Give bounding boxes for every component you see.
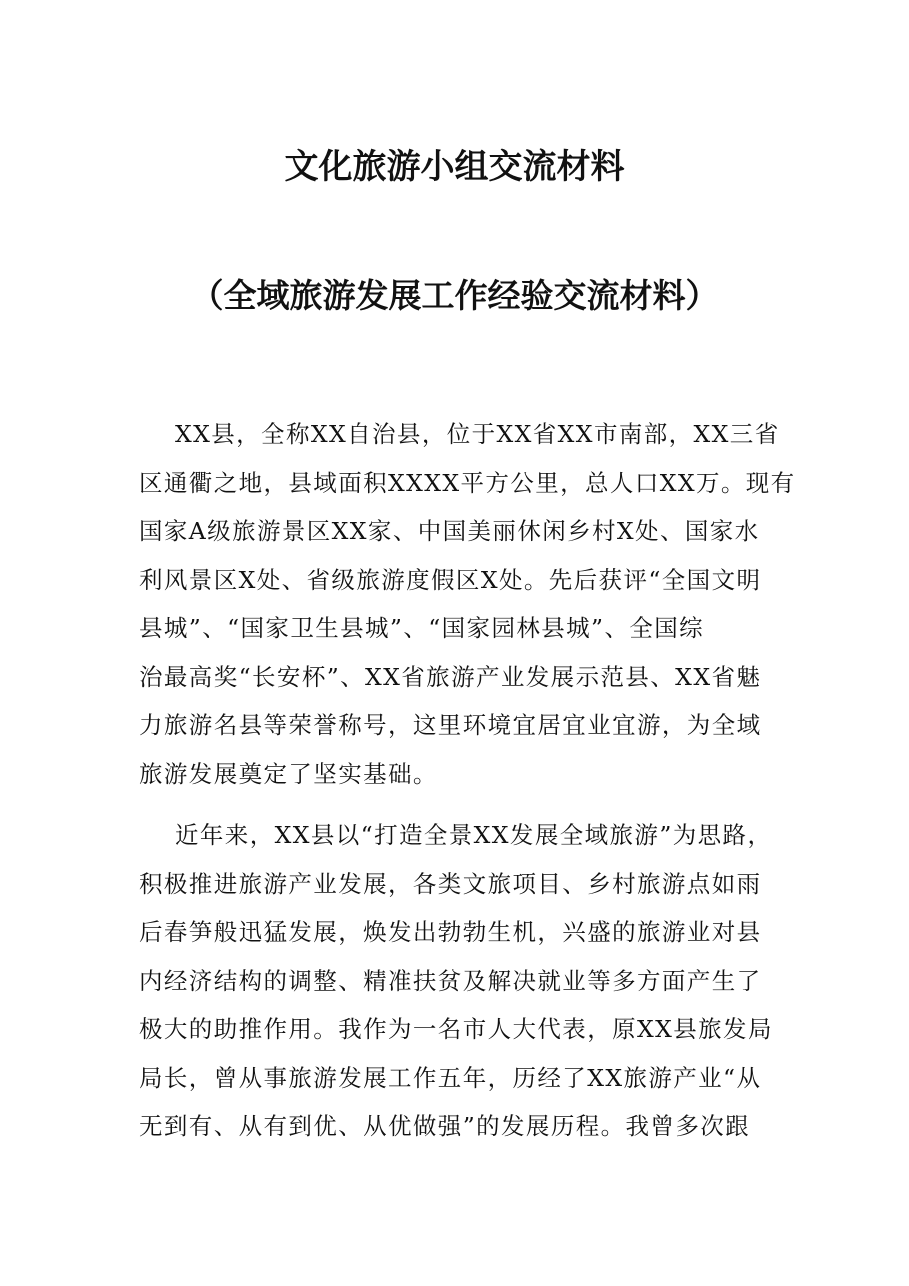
paragraph-line: 国家A级旅游景区XX家、中国美丽休闲乡村X处、国家水 xyxy=(139,517,760,545)
paragraph-line: 旅游发展奠定了坚实基础。 xyxy=(139,759,438,788)
paragraph-line: 区通衢之地，县域面积XXXX平方公里，总人口XX万。现有 xyxy=(139,468,796,497)
paragraph-line: 极大的助推作用。我作为一名市人大代表，原XX县旅发局 xyxy=(139,1015,773,1043)
document-subtitle: （全域旅游发展工作经验交流材料） xyxy=(190,276,719,315)
paragraph-line: XX县，全称XX自治县，位于XX省XX市南部，XX三省 xyxy=(175,420,780,448)
paragraph-line: 县城”、“国家卫生县城”、“国家园林县城”、全国综 xyxy=(139,614,705,642)
paragraph-2 xyxy=(139,811,779,1151)
document-title: 文化旅游小组交流材料 xyxy=(284,147,625,187)
paragraph-line: 局长，曾从事旅游发展工作五年，历经了XX旅游产业“从 xyxy=(139,1063,762,1092)
paragraph-line: 利风景区X处、省级旅游度假区X处。先后获评“全国文明 xyxy=(139,565,762,594)
paragraph-line: 积极推进旅游产业发展，各类文旅项目、乡村旅游点如雨 xyxy=(139,869,762,898)
paragraph-line: 近年来，XX县以“打造全景XX发展全域旅游”为思路， xyxy=(175,821,773,849)
paragraph-line: 无到有、从有到优、从优做强”的发展历程。我曾多次跟 xyxy=(139,1112,751,1140)
paragraph-spacer xyxy=(139,798,779,811)
paragraph-line: 力旅游名县等荣誉称号，这里环境宜居宜业宜游，为全域 xyxy=(139,711,762,739)
paragraph-line: 后春笋般迅猛发展，焕发出勃勃生机，兴盛的旅游业对县 xyxy=(139,918,762,946)
paragraph-line: 治最高奖“长安杯”、XX省旅游产业发展示范县、XX省魅 xyxy=(139,662,762,691)
document-body xyxy=(139,410,796,1151)
paragraph-line: 内经济结构的调整、精准扶贫及解决就业等多方面产生了 xyxy=(139,966,762,995)
paragraph-1 xyxy=(139,410,796,798)
